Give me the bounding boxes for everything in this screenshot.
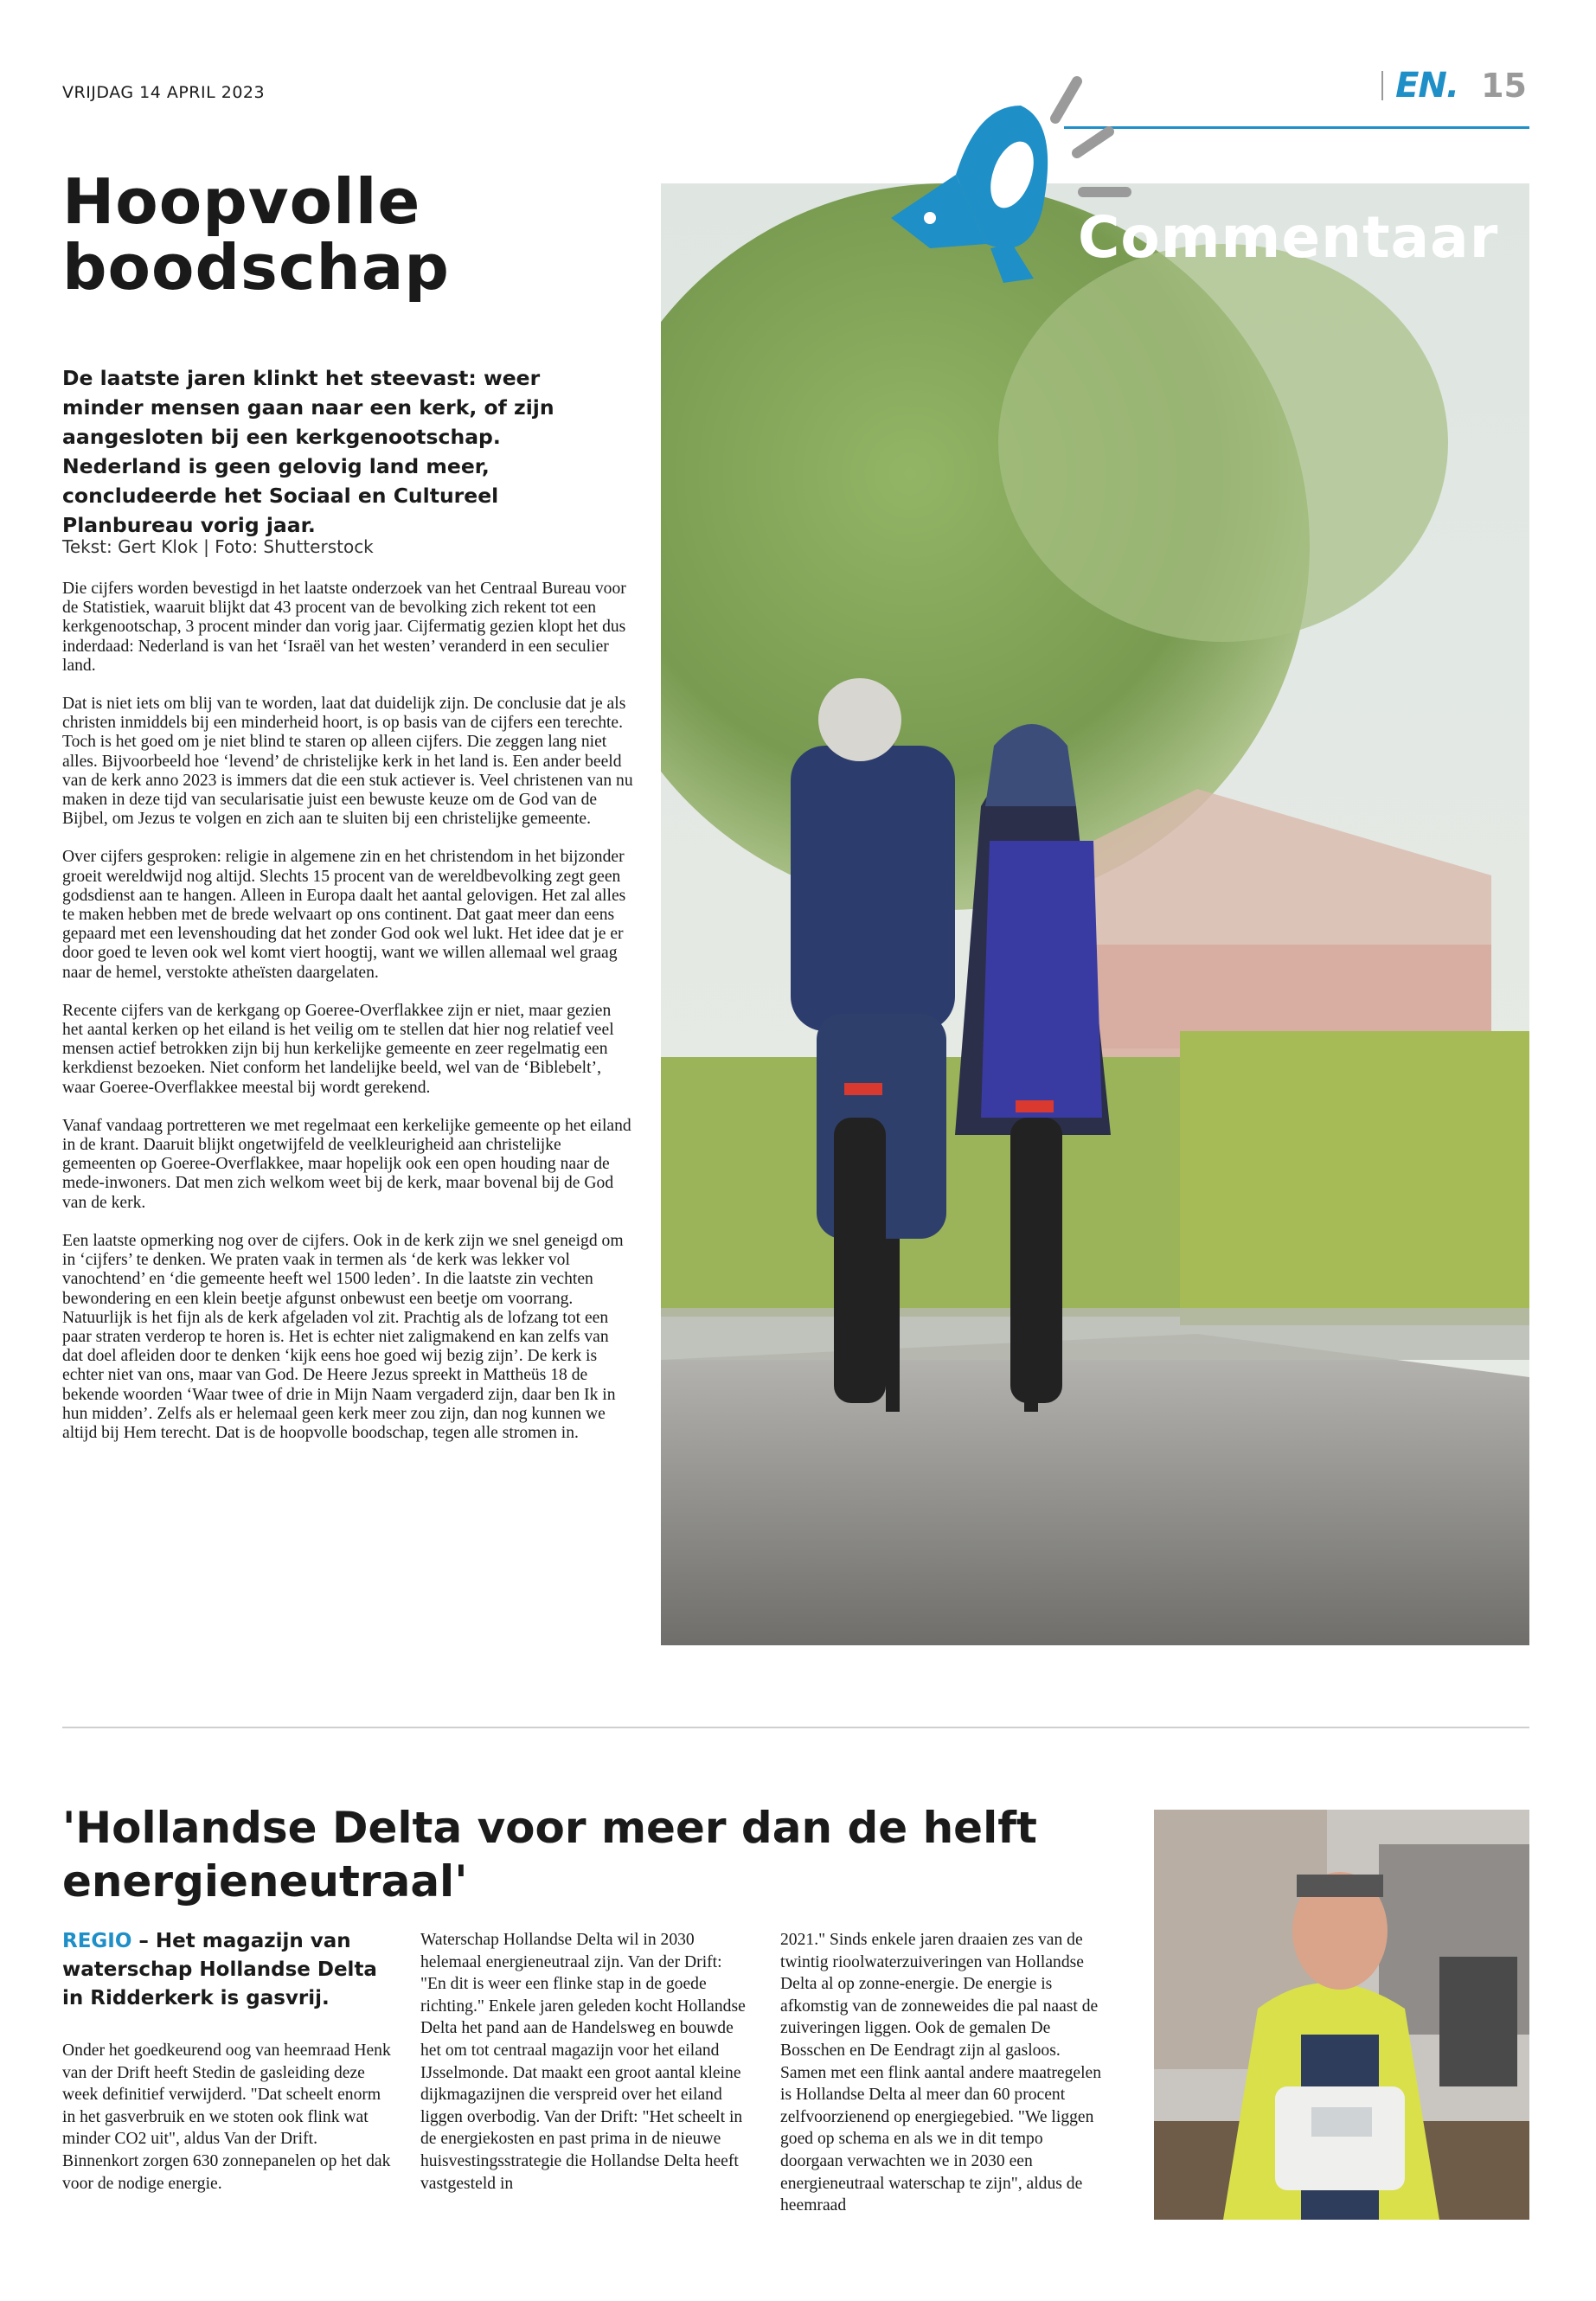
- section-divider: [62, 1727, 1529, 1728]
- masthead: [1381, 66, 1527, 106]
- newspaper-logo[interactable]: EN.: [1395, 66, 1459, 106]
- article-body: [62, 580, 633, 1462]
- body-paragraph: Over cijfers gesproken: religie in algemene zin en het christendom in het bijzonder groeit wereldwijd nog altijd. Slechts 15 procent van de wereldbevolking zegt geen godsdienst aan te hangen. Alleen in Europa daalt het aantal gelovigen. Het zal alles te maken hebben met de brede welvaart op ons continent. Dat gaat meer dan eens gepaard met een levenshouding dat het zonder God ook wel lukt. Het idee dat je er door goed te leven ook wel komt viert hoogtij, want we willen allemaal wel graag naar de hemel, verstokte atheïsten daargelaten.: [62, 848, 626, 982]
- article2-column-2: Waterschap Hollandse Delta wil in 2030 helemaal energieneutraal zijn. Van der Drift: "En dit is weer een flinke stap in de goede richting." Enkele jaren geleden kocht Hollandse Delta het pand aan de Handelsweg en bouwde het om tot centraal magazijn voor het eiland IJsselmonde. Dat maakt een groot aantal kleine dijkmagazijnen die verspreid over het eiland liggen overbodig. Van der Drift: "Het scheelt in de energiekosten en past prima in de nieuwe huisvestingsstrategie die Hollandse Delta heeft vastgesteld in: [420, 1931, 746, 2193]
- article-byline: Tekst: Gert Klok | Foto: Shutterstock: [62, 536, 374, 557]
- body-paragraph: Dat is niet iets om blij van te worden, laat dat duidelijk zijn. De conclusie dat je als christen inmiddels bij een minderheid hoort, is op basis van de cijfers een terechte. Toch is het goed om je niet blind te staren op alleen cijfers. Die zeggen lang niet alles. Bijvoorbeeld hoe ‘levend’ de christelijke kerk in het land is. Een ander beeld van de kerk anno 2023 is immers dat die een stuk actiever is. Veel christenen van nu maken in deze tijd van secularisatie juist een bewuste keuze om de God van de Bijbel, om Jezus te volgen en zich aan te sluiten bij een christelijke gemeente.: [62, 695, 633, 829]
- region-tag: REGIO: [62, 1930, 132, 1952]
- body-paragraph: Een laatste opmerking nog over de cijfers. Ook in de kerk zijn we snel geneigd om in ‘cijfers’ te denken. We praten vaak in termen als ‘de kerk was lekker vol vanochtend’ en ‘die gemeente heeft wel 1500 leden’. In die laatste zin vechten bewondering en een klein beetje afgunst onbewust een beetje om voorrang. Natuurlijk is het fijn als de kerk afgeladen vol zit. Prachtig als de lofzang tot een paar straten verderop te horen is. Het is echter niet zaligmakend en kan zelfs van dat doel afleiden door te denken ‘kijk eens hoe goed wij bezig zijn’. De kerk is echter niet van ons, maar van God. De Heere Jezus spreekt in Mattheüs 18 de bekende woorden ‘Waar twee of drie in Mijn Naam vergaderd zijn, daar ben Ik in hun midden’. Zelfs als er helemaal geen kerk meer zou zijn, dan nog kunnen we altijd bij Hem terecht. Dat is de hoopvolle boodschap, tegen alle stromen in.: [62, 1231, 624, 1442]
- issue-date: VRIJDAG 14 APRIL 2023: [62, 83, 266, 102]
- page-number: 15: [1481, 67, 1527, 105]
- section-title: Commentaar: [1078, 204, 1499, 271]
- cyclists-photo: [661, 183, 1529, 1645]
- article2-column-3: 2021." Sinds enkele jaren draaien zes van de twintig rioolwaterzuiveringen van Hollandse Delta al op zonne-energie. De energie is afkomstig van de zonneweides die pal naast de zuiveringen liggen. Ook de gemalen De Bosschen en De Eendragt zijn al gasloos. Samen met een flink aantal andere maatregelen is Hollandse Delta al meer dan 60 procent zelfvoorzienend op energiegebied. "We liggen goed op schema en als we in dit tempo doorgaan verwachten we in 2030 een energieneutraal waterschap te zijn", aldus de heemraad: [780, 1931, 1102, 2215]
- heemraad-illustration: [1154, 1810, 1529, 2220]
- body-paragraph: Die cijfers worden bevestigd in het laatste onderzoek van het Centraal Bureau voor de Statistiek, waaruit blijkt dat 43 procent van de bevolking zich rekent tot een kerkgenootschap, 3 procent minder dan vorig jaar. Cijfermatig gezien klopt het dus inderdaad: Nederland is van het ‘Israël van het westen’ veranderd in een seculier land.: [62, 580, 626, 675]
- heemraad-photo: [1154, 1810, 1529, 2220]
- lead-text: – Het magazijn van waterschap Hollandse Delta in Ridderkerk is gasvrij.: [62, 1930, 377, 2009]
- article-intro: De laatste jaren klinkt het steevast: weer minder mensen gaan naar een kerk, of zijn aangesloten bij een kerkgenootschap. Nederland is geen gelovig land meer, concludeerde het Sociaal en Cultureel Planbureau vorig jaar.: [62, 366, 554, 537]
- body-paragraph: Recente cijfers van de kerkgang op Goeree-Overflakkee zijn er niet, maar gezien het aantal kerken op het eiland is het veilig om te stellen dat hier nog relatief veel mensen actief betrokken zijn bij hun kerkelijke gemeente en zeer regelmatig een kerkdienst bezoeken. Niet conform het landelijke beeld, wel van de ‘Biblebelt’, waar Goeree-Overflakkee meestal bij wordt gerekend.: [62, 1001, 614, 1097]
- article-headline: Hoopvolle boodschap: [62, 165, 450, 304]
- article2-lead: [62, 1927, 391, 2013]
- article2-headline: 'Hollandse Delta voor meer dan de helft energieneutraal': [62, 1803, 1037, 1907]
- cyclists-illustration: [661, 183, 1529, 1645]
- masthead-divider: [1381, 71, 1383, 100]
- article2-column-1: Onder het goedkeurend oog van heemraad Henk van der Drift heeft Stedin de gasleiding deze week definitief verwijderd. "Dat scheelt enorm in het gasverbruik en we stoten ook flink wat minder CO2 uit", aldus Van der Drift. Binnenkort zorgen 630 zonnepanelen op het dak voor de nodige energie.: [62, 2041, 391, 2193]
- body-paragraph: Vanaf vandaag portretteren we met regelmaat een kerkelijke gemeente op het eiland in de krant. Daaruit blijkt ongetwijfeld de veelkleurigheid aan christelijke gemeenten op Goeree-Overflakkee, maar hopelijk ook een open houding naar de mede-inwoners. Dat men zich welkom weet bij de kerk, maar bovenal bij de God van de kerk.: [62, 1116, 631, 1212]
